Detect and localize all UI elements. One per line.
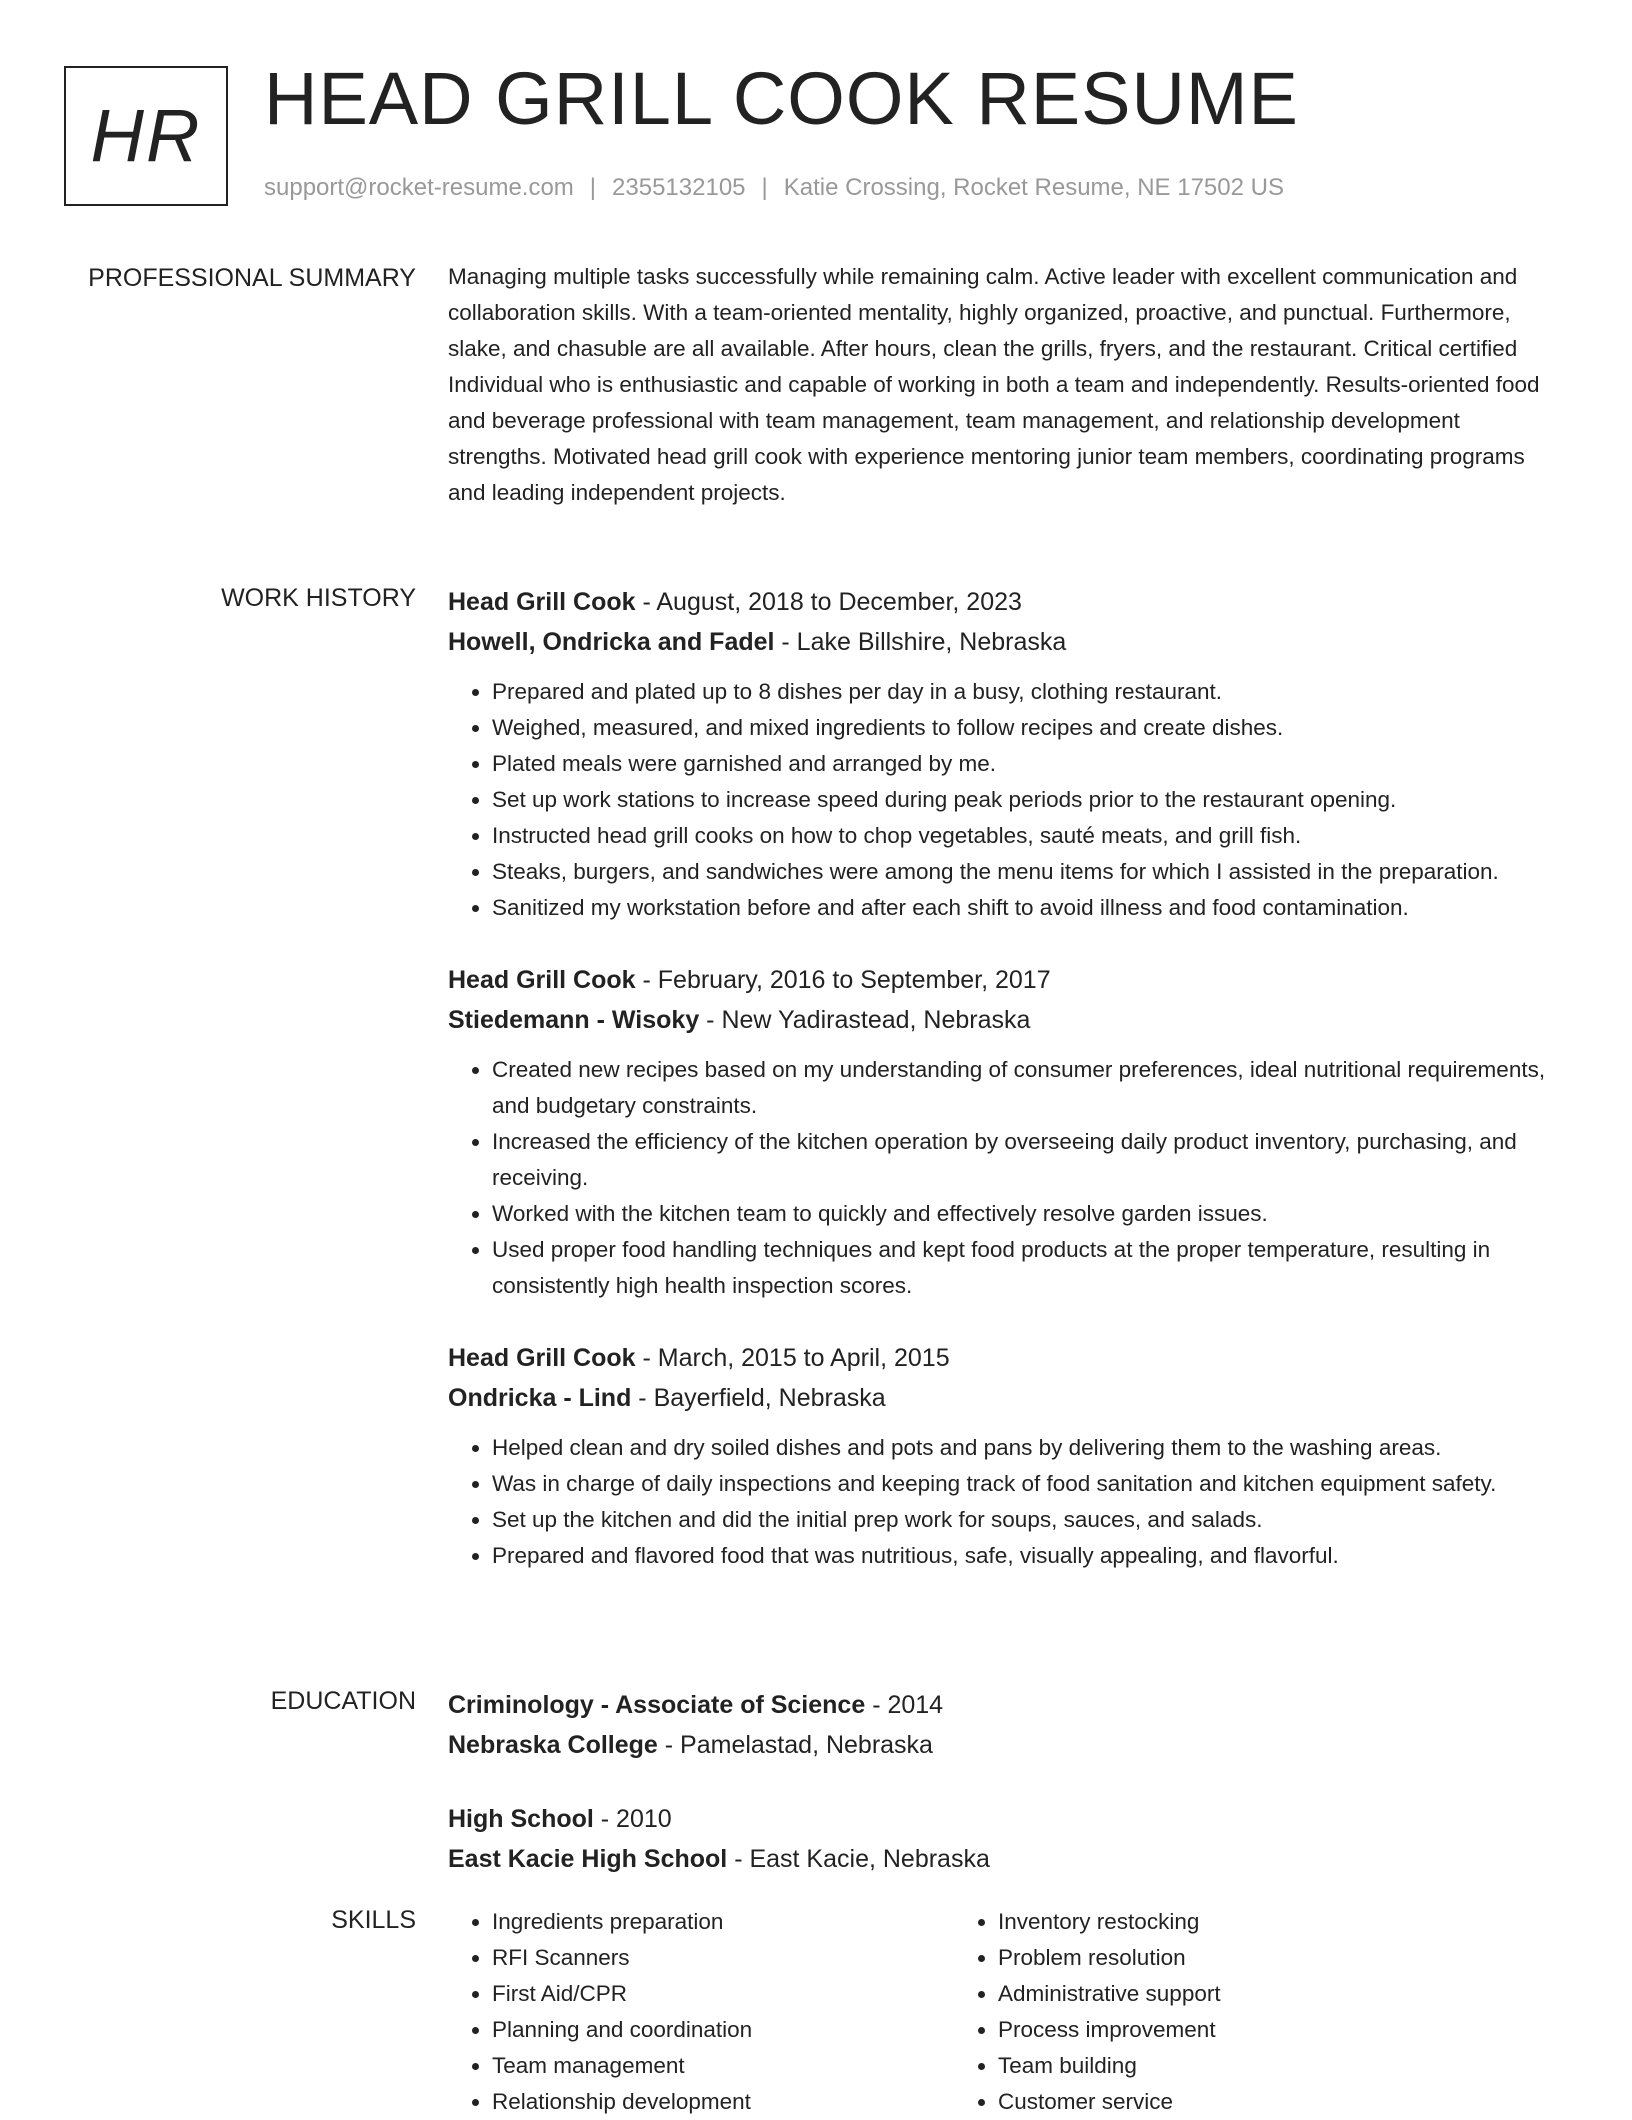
job-bullet: • Instructed head grill cooks on how to chop vegetables, sauté meats, and grill fish. (492, 818, 1548, 854)
job-location: - Bayerfield, Nebraska (631, 1384, 886, 1412)
skill-item: • Team building (998, 2048, 1460, 2084)
job-bullet: • Helped clean and dry soiled dishes and pots and pans by delivering them to the washing areas. (492, 1430, 1548, 1466)
job-location: - New Yadirastead, Nebraska (699, 1006, 1031, 1034)
job-location: - Lake Billshire, Nebraska (774, 628, 1067, 656)
skills-list-right (954, 1904, 1460, 2120)
skill-item: • Planning and coordination (492, 2012, 954, 2048)
job-bullet: • Used proper food handling techniques and kept food products at the proper temperature, resulting in consistently high health inspection scores. (492, 1232, 1548, 1304)
job-bullet: • Sanitized my workstation before and after each shift to avoid illness and food contamination. (492, 890, 1548, 926)
education-label: EDUCATION (270, 1687, 416, 1715)
job-bullet: • Plated meals were garnished and arranged by me. (492, 746, 1548, 782)
summary-text: Managing multiple tasks successfully while remaining calm. Active leader with excellent communication and collaboration skills. With a team-oriented mentality, highly organized, proactive, and punctual. Furthermore, slake, and chasuble are all available. After hours, clean the grills, fryers, and the restaurant. Critical certified Individual who is enthusiastic and capable of working in both a team and independently. Results-oriented food and beverage professional with team management, team management, and relationship development strengths. Motivated head grill cook with experience mentoring junior team members, coordinating programs and leading independent projects. (448, 264, 1540, 505)
skill-item: • RFI Scanners (492, 1940, 954, 1976)
work-history-label: WORK HISTORY (221, 584, 416, 612)
skill-item: • Problem resolution (998, 1940, 1460, 1976)
job-bullet: • Weighed, measured, and mixed ingredients to follow recipes and create dishes. (492, 710, 1548, 746)
skill-item: • Customer service (998, 2084, 1460, 2120)
education-year: - 2010 (593, 1805, 672, 1833)
education-degree: High School (448, 1805, 594, 1833)
contact-address: Katie Crossing, Rocket Resume, NE 17502 US (783, 174, 1284, 201)
job-title: Head Grill Cook (448, 1344, 636, 1372)
job-bullet: • Worked with the kitchen team to quickly and effectively resolve garden issues. (492, 1196, 1548, 1232)
job-bullet: • Steaks, burgers, and sandwiches were among the menu items for which I assisted in the preparation. (492, 854, 1548, 890)
job-bullet: • Set up the kitchen and did the initial prep work for soups, sauces, and salads. (492, 1502, 1548, 1538)
education-location: - Pamelastad, Nebraska (657, 1731, 933, 1759)
job-title: Head Grill Cook (448, 588, 636, 616)
job-title-line (448, 582, 1548, 622)
education-school-line (448, 1725, 1548, 1765)
education-body (448, 1685, 1548, 1913)
job-entry (448, 960, 1548, 1304)
contact-separator: | (761, 174, 768, 201)
skill-item: • First Aid/CPR (492, 1976, 954, 2012)
work-history-body (448, 582, 1548, 1608)
skill-item: • Process improvement (998, 2012, 1460, 2048)
education-entry (448, 1685, 1548, 1765)
job-dates: - March, 2015 to April, 2015 (635, 1344, 950, 1372)
skill-item: • Inventory restocking (998, 1904, 1460, 1940)
education-school: Nebraska College (448, 1731, 658, 1759)
job-company: Ondricka - Lind (448, 1384, 632, 1412)
job-bullet: • Prepared and plated up to 8 dishes per day in a busy, clothing restaurant. (492, 674, 1548, 710)
resume-title: HEAD GRILL COOK RESUME (264, 57, 1299, 140)
job-bullet: • Prepared and flavored food that was nutritious, safe, visually appealing, and flavorful. (492, 1538, 1548, 1574)
job-entry (448, 582, 1548, 926)
education-degree-line (448, 1685, 1548, 1725)
education-year: - 2014 (865, 1691, 944, 1719)
job-dates: - February, 2016 to September, 2017 (635, 966, 1051, 994)
skill-item: • Administrative support (998, 1976, 1460, 2012)
summary-label: PROFESSIONAL SUMMARY (88, 264, 416, 292)
job-company: Howell, Ondricka and Fadel (448, 628, 775, 656)
education-location: - East Kacie, Nebraska (727, 1845, 990, 1873)
job-title-line (448, 960, 1548, 1000)
job-dates: - August, 2018 to December, 2023 (635, 588, 1022, 616)
education-degree-line (448, 1799, 1548, 1839)
skills-label: SKILLS (331, 1906, 416, 1934)
job-bullet: • Created new recipes based on my understanding of consumer preferences, ideal nutritional requirements, and budgetary constraints. (492, 1052, 1548, 1124)
job-title-line (448, 1338, 1548, 1378)
monogram-text: HR (90, 94, 202, 177)
contact-phone[interactable]: 2355132105 (612, 174, 746, 201)
skill-item: • Relationship development (492, 2084, 954, 2120)
job-company-line (448, 622, 1548, 662)
summary-body (448, 262, 1548, 511)
skills-list-left (448, 1904, 954, 2120)
job-bullet: • Increased the efficiency of the kitchen operation by overseeing daily product inventory, purchasing, and receiving. (492, 1124, 1548, 1196)
job-company-line (448, 1378, 1548, 1418)
job-entry (448, 1338, 1548, 1574)
contact-email[interactable]: support@rocket-resume.com (264, 174, 574, 201)
job-company: Stiedemann - Wisoky (448, 1006, 700, 1034)
job-bullet: • Set up work stations to increase speed during peak periods prior to the restaurant opening. (492, 782, 1548, 818)
education-school-line (448, 1839, 1548, 1879)
skill-item: • Ingredients preparation (492, 1904, 954, 1940)
contact-line (264, 176, 1284, 200)
contact-separator: | (589, 174, 597, 201)
job-company-line (448, 1000, 1548, 1040)
monogram-logo (64, 66, 228, 206)
job-title: Head Grill Cook (448, 966, 636, 994)
education-school: East Kacie High School (448, 1845, 728, 1873)
skill-item: • Team management (492, 2048, 954, 2084)
education-degree: Criminology - Associate of Science (448, 1691, 866, 1719)
skills-body (448, 1904, 1548, 2120)
education-entry (448, 1799, 1548, 1879)
job-bullets (448, 1430, 1548, 1574)
job-bullets (448, 1052, 1548, 1304)
job-bullet: • Was in charge of daily inspections and keeping track of food sanitation and kitchen equipment safety. (492, 1466, 1548, 1502)
job-bullets (448, 674, 1548, 926)
